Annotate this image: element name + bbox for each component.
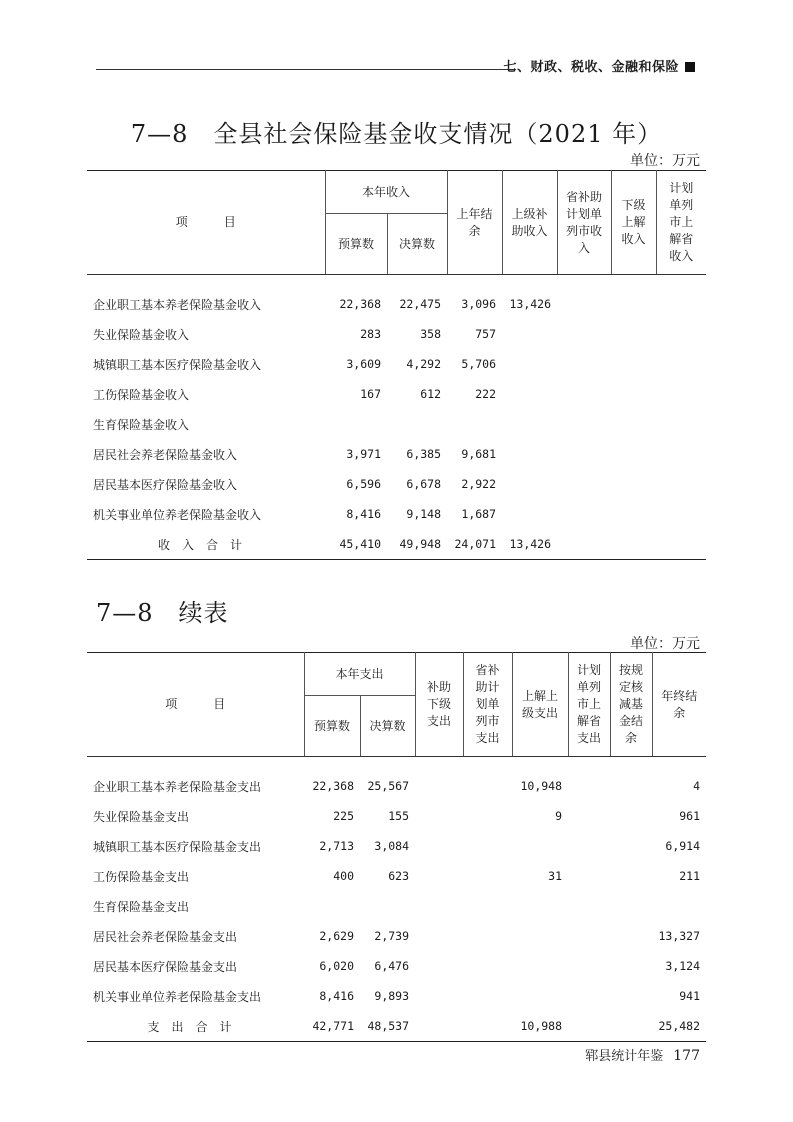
table-cell: 9,681 (461, 447, 497, 461)
table-cell (415, 861, 463, 891)
row-label: 机关事业单位养老保险基金收入 (93, 507, 262, 522)
table-cell: 9,893 (374, 989, 410, 1003)
table-cell (656, 349, 706, 379)
table-cell (502, 409, 557, 439)
table-row (87, 439, 706, 469)
row-label: 居民社会养老保险基金支出 (93, 929, 238, 944)
table-cell: 3,124 (665, 959, 701, 973)
table-cell: 8,416 (346, 507, 381, 521)
row-label: 居民基本医疗保险基金支出 (93, 959, 238, 974)
table-cell: 42,771 (312, 1019, 354, 1033)
book-title: 郓县统计年鉴 (585, 1049, 664, 1064)
table-row (87, 469, 706, 499)
table-cell (568, 951, 610, 981)
table-cell (611, 439, 656, 469)
table-row (87, 891, 706, 921)
table-cell (415, 801, 463, 831)
table-cell: 25,482 (658, 1019, 701, 1033)
table-row (87, 861, 706, 891)
table-cell: 3,096 (461, 297, 497, 311)
table-cell (512, 981, 568, 1011)
table-cell (610, 981, 652, 1011)
row-label: 生育保险基金支出 (93, 899, 190, 914)
table-cell (463, 801, 512, 831)
table-cell: 22,475 (399, 297, 442, 311)
table-cell: 45,410 (339, 537, 381, 551)
table2-item-header: 项 目 (87, 653, 304, 757)
table-cell: 22,368 (339, 297, 381, 311)
page-number: 177 (673, 1048, 700, 1064)
table-cell (557, 439, 611, 469)
table-cell (557, 499, 611, 529)
table2-col-final: 决算数 (360, 696, 415, 757)
table-cell (568, 831, 610, 861)
table-cell (502, 349, 557, 379)
table-cell (502, 439, 557, 469)
table-cell (463, 1011, 512, 1042)
table1-col-lower-remit: 下级 上解 收入 (611, 171, 656, 275)
table-cell (512, 831, 568, 861)
table-cell: 155 (388, 809, 410, 823)
table-cell (568, 861, 610, 891)
table-cell (502, 469, 557, 499)
table1-col-province-subsidy: 省补助 计划单 列市收 入 (557, 171, 611, 275)
table-cell: 6,020 (319, 959, 354, 973)
table1-unit: 单位：万元 (630, 153, 700, 169)
table-cell (557, 529, 611, 560)
table2-col-lower-subsidy: 补助 下级 支出 (415, 653, 463, 757)
table1-col-city-remit: 计划 单列 市上 解省 收入 (656, 171, 706, 275)
table1-col-budget: 预算数 (325, 214, 387, 275)
table2-col-budget: 预算数 (304, 696, 360, 757)
table-cell (557, 289, 611, 319)
table-cell (611, 289, 656, 319)
table-cell: 3,084 (374, 839, 410, 853)
table-cell: 358 (420, 327, 442, 341)
table-row (87, 319, 706, 349)
table-cell: 5,706 (461, 357, 497, 371)
table-cell (611, 379, 656, 409)
table-cell (325, 409, 387, 439)
row-label: 机关事业单位养老保险基金支出 (93, 989, 262, 1004)
table-cell: 222 (475, 387, 497, 401)
table-row (87, 831, 706, 861)
row-label: 企业职工基本养老保险基金收入 (93, 297, 262, 312)
table-cell: 2,713 (319, 839, 354, 853)
table-cell: 2,922 (461, 477, 497, 491)
table-cell (415, 951, 463, 981)
table-cell (610, 831, 652, 861)
table-cell (611, 469, 656, 499)
header-rule (96, 69, 516, 70)
table2-col-year-end-balance: 年终结 余 (652, 653, 706, 757)
table-cell (415, 1011, 463, 1042)
table-cell (557, 379, 611, 409)
table-row (87, 289, 706, 319)
table-cell (557, 409, 611, 439)
table-cell (656, 469, 706, 499)
table1-income-group-header: 本年收入 (325, 171, 447, 214)
table-cell (610, 771, 652, 801)
table-cell (502, 379, 557, 409)
table-cell: 6,596 (346, 477, 381, 491)
chapter-heading (503, 56, 695, 75)
table-cell: 400 (333, 869, 354, 883)
table-cell (568, 801, 610, 831)
table-cell: 9 (555, 809, 563, 823)
table1-title: 7—8 全县社会保险基金收支情况（2021 年） (130, 120, 663, 148)
table-row (87, 801, 706, 831)
table-row (87, 349, 706, 379)
table-cell (568, 981, 610, 1011)
row-label: 居民社会养老保险基金收入 (93, 447, 238, 462)
total-row (87, 529, 706, 560)
table-cell (557, 319, 611, 349)
row-label: 城镇职工基本医疗保险基金收入 (93, 357, 262, 372)
table1-col-prev-balance: 上年结 余 (447, 171, 502, 275)
table-cell (656, 289, 706, 319)
square-bullet-icon (685, 62, 695, 72)
table-cell (656, 499, 706, 529)
expenditure-table (87, 652, 706, 1042)
table-cell: 961 (679, 809, 701, 823)
table-cell (652, 891, 706, 921)
table-row (87, 921, 706, 951)
chapter-title: 七、财政、税收、金融和保险 (503, 60, 679, 75)
table-cell: 225 (333, 809, 354, 823)
row-label: 失业保险基金支出 (93, 809, 190, 824)
page-footer (585, 1045, 700, 1064)
income-table (87, 170, 706, 560)
table-cell: 10,988 (520, 1019, 563, 1033)
table-cell (463, 891, 512, 921)
table-row (87, 379, 706, 409)
total-label: 支出合计 (147, 1019, 244, 1034)
table-row (87, 981, 706, 1011)
table-cell (463, 771, 512, 801)
table-cell: 48,537 (367, 1019, 410, 1033)
table-cell (415, 771, 463, 801)
row-label: 工伤保险基金收入 (93, 387, 190, 402)
table-cell (463, 951, 512, 981)
table-row (87, 499, 706, 529)
table-cell (360, 891, 415, 921)
table2-col-upper-remit: 上解上 级支出 (512, 653, 568, 757)
table-cell (415, 831, 463, 861)
table-cell (611, 409, 656, 439)
table2-col-province-subsidy: 省补 助计 划单 列市 支出 (463, 653, 512, 757)
table-cell: 13,426 (509, 537, 552, 551)
row-label: 城镇职工基本医疗保险基金支出 (93, 839, 262, 854)
table-cell: 283 (360, 327, 381, 341)
table-cell (415, 921, 463, 951)
table-cell (656, 439, 706, 469)
table-cell: 24,071 (454, 537, 497, 551)
row-label: 工伤保险基金支出 (93, 869, 190, 884)
table-cell: 22,368 (312, 779, 354, 793)
table-cell (415, 981, 463, 1011)
table1-col-final: 决算数 (387, 214, 447, 275)
row-label: 失业保险基金收入 (93, 327, 190, 342)
table-cell (610, 921, 652, 951)
table-cell: 6,476 (374, 959, 410, 973)
table-cell (611, 349, 656, 379)
table-cell: 1,687 (461, 507, 497, 521)
table-cell (610, 861, 652, 891)
table-cell: 4,292 (406, 357, 442, 371)
table-cell (463, 921, 512, 951)
table-cell: 6,914 (665, 839, 701, 853)
table-cell (610, 801, 652, 831)
table-cell: 13,426 (509, 297, 552, 311)
table2-expense-group-header: 本年支出 (304, 653, 415, 696)
total-label: 收入合计 (157, 537, 254, 552)
table-cell (568, 771, 610, 801)
table-cell: 31 (548, 869, 563, 883)
table2-col-reduced-balance: 按规 定核 减基 金结 余 (610, 653, 652, 757)
table-cell (656, 529, 706, 560)
table-cell (611, 319, 656, 349)
table-cell (463, 981, 512, 1011)
table-cell: 941 (679, 989, 701, 1003)
table-cell (512, 951, 568, 981)
row-label: 生育保险基金收入 (93, 417, 190, 432)
table-cell: 2,739 (374, 929, 410, 943)
table-cell (610, 1011, 652, 1042)
table-cell: 612 (420, 387, 442, 401)
table-cell: 4 (693, 779, 701, 793)
table2-unit: 单位：万元 (630, 636, 700, 652)
table-cell (568, 921, 610, 951)
table-cell (656, 319, 706, 349)
table-cell: 3,609 (346, 357, 381, 371)
table-cell (502, 319, 557, 349)
table-row (87, 951, 706, 981)
table-row (87, 409, 706, 439)
table-cell: 757 (475, 327, 497, 341)
table-row (87, 771, 706, 801)
table-cell: 10,948 (520, 779, 563, 793)
table-cell (387, 409, 447, 439)
table-cell: 211 (679, 869, 701, 883)
table-cell: 623 (388, 869, 410, 883)
table-cell: 6,678 (406, 477, 442, 491)
table-cell (611, 529, 656, 560)
row-label: 企业职工基本养老保险基金支出 (93, 779, 262, 794)
table-cell (502, 499, 557, 529)
table-cell: 167 (360, 387, 381, 401)
table-cell (610, 951, 652, 981)
table2-col-city-remit: 计划 单列 市上 解省 支出 (568, 653, 610, 757)
table-cell (610, 891, 652, 921)
table2-title: 7—8 续表 (96, 599, 229, 627)
table-cell: 2,629 (319, 929, 354, 943)
table-cell: 13,327 (658, 929, 701, 943)
table-cell (568, 1011, 610, 1042)
table-cell: 6,385 (406, 447, 442, 461)
table-cell (557, 349, 611, 379)
table-cell (611, 499, 656, 529)
table-cell (557, 469, 611, 499)
row-label: 居民基本医疗保险基金收入 (93, 477, 238, 492)
table1-item-header: 项 目 (87, 171, 325, 275)
table-cell: 49,948 (399, 537, 442, 551)
table-cell (447, 409, 502, 439)
table-cell (568, 891, 610, 921)
table-cell: 8,416 (319, 989, 354, 1003)
table-cell (656, 409, 706, 439)
table-cell (512, 921, 568, 951)
table-cell (512, 891, 568, 921)
table1-col-upper-subsidy: 上级补 助收入 (502, 171, 557, 275)
table-cell (656, 379, 706, 409)
table-cell: 25,567 (367, 779, 410, 793)
table-cell: 3,971 (346, 447, 381, 461)
table-cell (304, 891, 360, 921)
table-cell: 9,148 (406, 507, 442, 521)
table-cell (463, 861, 512, 891)
total-row (87, 1011, 706, 1042)
table-cell (415, 891, 463, 921)
table-cell (463, 831, 512, 861)
